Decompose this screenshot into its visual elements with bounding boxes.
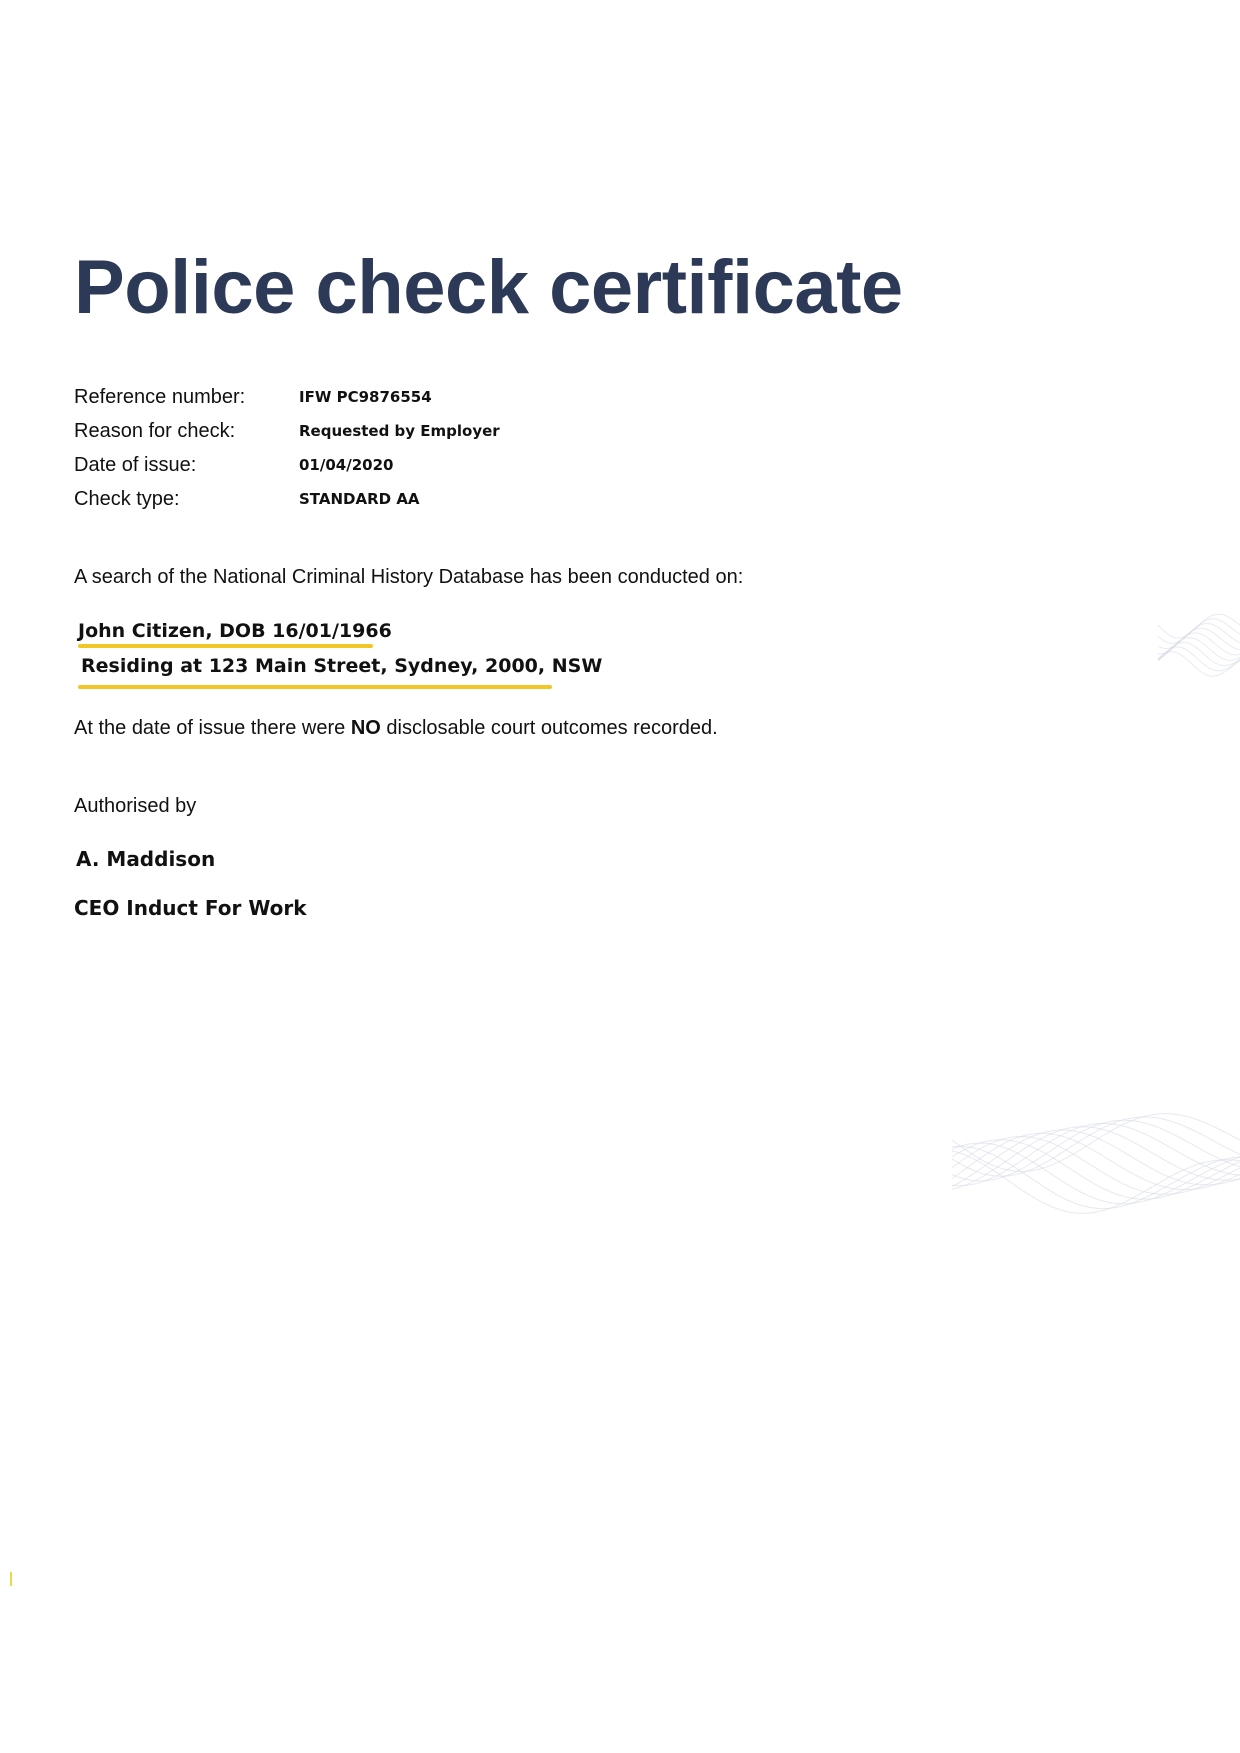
wave-line xyxy=(952,1133,1240,1189)
wave-line xyxy=(1158,614,1240,638)
signatory-role: CEO Induct For Work xyxy=(74,896,307,920)
check-type-value: STANDARD AA xyxy=(299,490,420,508)
wave-line xyxy=(952,1151,1240,1213)
address-highlight-underline xyxy=(78,685,552,689)
edge-mark xyxy=(10,1572,12,1586)
wave-pattern-bottom xyxy=(952,1114,1240,1214)
reason-for-check-value: Requested by Employer xyxy=(299,422,500,440)
outcome-statement xyxy=(74,713,718,743)
detail-row-reference xyxy=(74,380,774,414)
detail-row-check-type xyxy=(74,482,774,516)
wave-line xyxy=(952,1123,1240,1185)
certificate-details xyxy=(74,380,774,516)
wave-line xyxy=(952,1114,1240,1172)
subject-address: Residing at 123 Main Street, Sydney, 2000, NSW xyxy=(81,655,603,677)
wave-line xyxy=(952,1130,1240,1187)
wave-line xyxy=(1158,638,1240,661)
wave-pattern-top xyxy=(1158,614,1240,676)
wave-line xyxy=(952,1117,1240,1176)
wave-line xyxy=(1158,619,1240,644)
wave-line xyxy=(1158,628,1240,654)
reason-for-check-label: Reason for check: xyxy=(74,420,236,442)
outcome-suffix: disclosable court outcomes recorded. xyxy=(380,717,718,739)
certificate-title: Police check certificate xyxy=(74,245,903,330)
reference-number-label: Reference number: xyxy=(74,386,246,408)
wave-line xyxy=(952,1146,1240,1208)
authorised-by-label: Authorised by xyxy=(74,795,197,817)
wave-line xyxy=(1158,652,1240,677)
detail-row-reason xyxy=(74,414,774,448)
detail-row-date xyxy=(74,448,774,482)
wave-line xyxy=(1158,624,1240,649)
subject-name-dob: John Citizen, DOB 16/01/1966 xyxy=(78,620,392,642)
check-type-label: Check type: xyxy=(74,488,180,510)
wave-line xyxy=(952,1137,1240,1195)
reference-number-value: IFW PC9876554 xyxy=(299,388,432,406)
wave-line xyxy=(952,1127,1240,1189)
wave-line xyxy=(952,1120,1240,1181)
wave-line xyxy=(952,1140,1240,1199)
wave-line xyxy=(1158,647,1240,671)
search-statement: A search of the National Criminal History Database has been conducted on: xyxy=(74,566,744,588)
wave-line xyxy=(1158,642,1240,665)
wave-line xyxy=(952,1143,1240,1204)
signatory-name: A. Maddison xyxy=(76,847,216,871)
date-of-issue-label: Date of issue: xyxy=(74,454,197,476)
name-highlight-underline xyxy=(78,644,373,648)
wave-line xyxy=(1158,633,1240,659)
outcome-emphasis: NO xyxy=(350,717,381,739)
outcome-prefix: At the date of issue there were xyxy=(74,717,351,739)
date-of-issue-value: 01/04/2020 xyxy=(299,456,394,474)
